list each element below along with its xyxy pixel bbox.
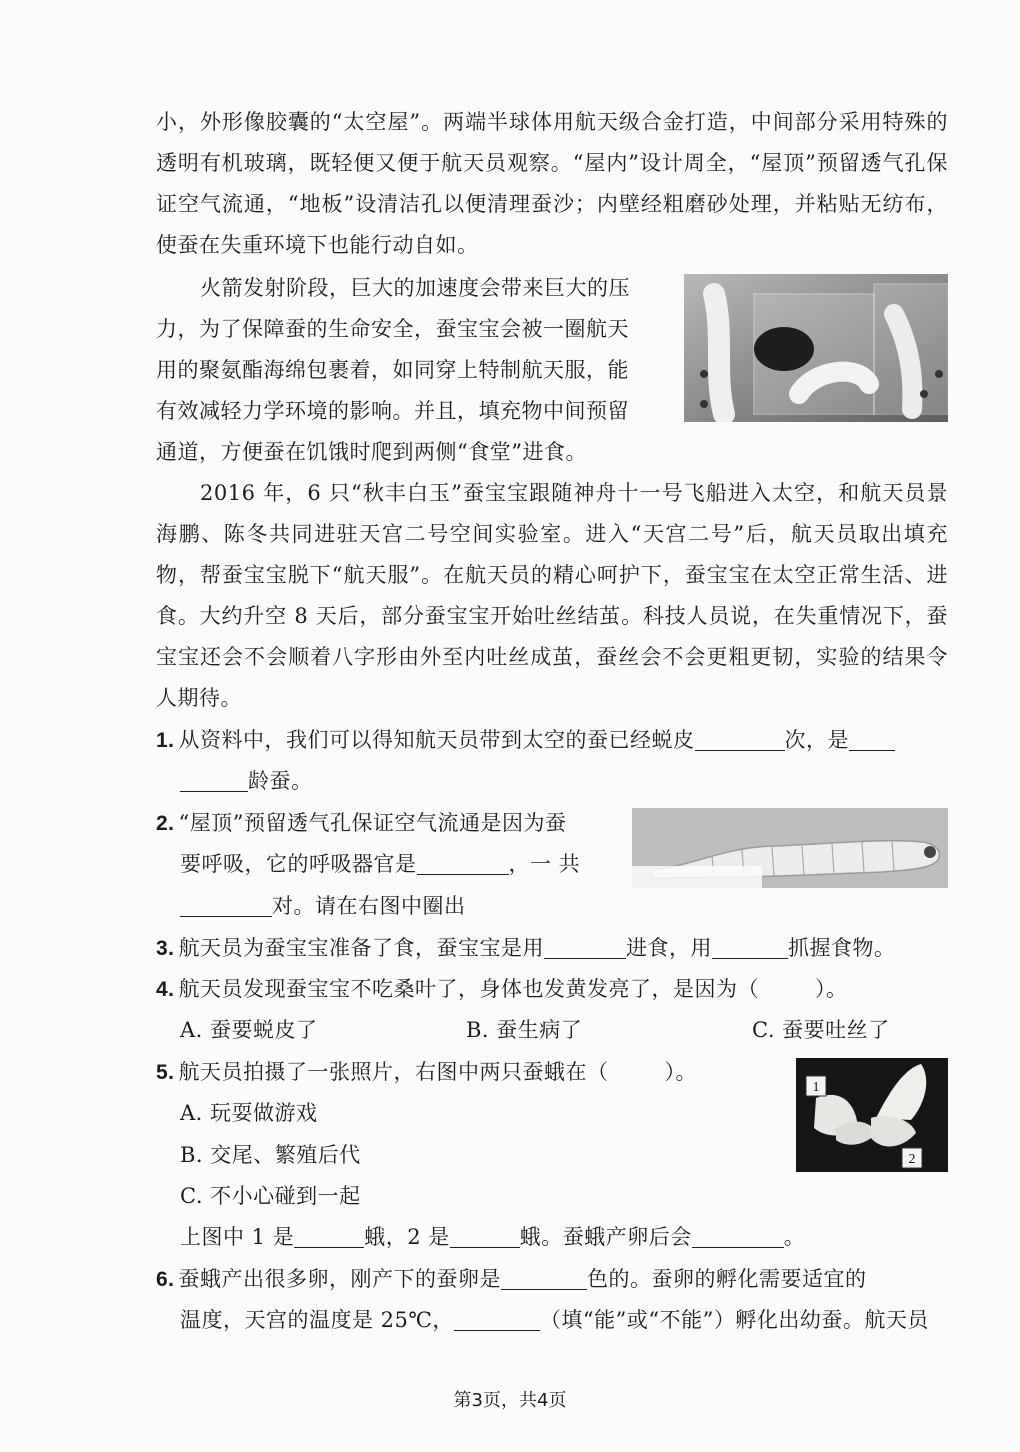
question-6 (156, 1259, 867, 1300)
moth-label-2: 2 (908, 1152, 916, 1167)
question-text: 蛾。蚕蛾产卵后会 (519, 1225, 692, 1249)
option-c: C. 蚕要吐丝了 (752, 1018, 890, 1042)
question-text: （填“能”或“不能”）孵化出幼蚕。航天员 (539, 1308, 929, 1332)
answer-blank[interactable] (450, 1221, 520, 1248)
question-number: 4. (156, 978, 175, 1001)
question-text: 航天员拍摄了一张照片，右图中两只蚕蛾在（ (178, 1060, 609, 1084)
question-text: 对。请在右图中圈出 (272, 894, 466, 918)
answer-blank[interactable] (294, 1221, 364, 1248)
question-2-line2 (180, 844, 580, 885)
question-text: 航天员发现蚕宝宝不吃桑叶了，身体也发黄发亮了，是因为（ (178, 977, 760, 1001)
answer-blank[interactable] (849, 724, 895, 751)
question-1-cont (180, 761, 313, 802)
silkmoth-photo (796, 1058, 948, 1172)
silkworm-larva-photo (632, 808, 948, 888)
silkworm-container-photo (684, 274, 948, 422)
question-4 (156, 969, 848, 1010)
answer-blank[interactable] (712, 932, 788, 959)
question-text: ）。 (664, 1060, 698, 1084)
question-text: 进食，用 (626, 936, 713, 960)
moth-label-1: 1 (812, 1080, 820, 1095)
question-number: 6. (156, 1268, 175, 1291)
question-text: 航天员为蚕宝宝准备了食，蚕宝宝是用 (178, 936, 545, 960)
answer-blank[interactable] (180, 890, 272, 917)
question-3 (156, 928, 896, 969)
question-text: “屋顶”预留透气孔保证空气流通是因为蚕 (178, 811, 567, 835)
para2-line: 用的聚氨酯海绵包裹着，如同穿上特制航天服，能 (156, 358, 629, 382)
question-6-line2 (180, 1300, 929, 1341)
page-number: 第3页，共4页 (453, 1390, 567, 1411)
answer-blank[interactable] (501, 1263, 587, 1290)
question-text: ，一 共 (508, 852, 581, 876)
para2-line: 力，为了保障蚕的生命安全，蚕宝宝会被一圈航天 (156, 317, 629, 341)
option-c: C. 不小心碰到一起 (180, 1184, 361, 1208)
answer-blank[interactable] (544, 932, 626, 959)
question-2-line3 (180, 886, 466, 927)
question-text: 要呼吸，它的呼吸器官是 (180, 852, 417, 876)
question-2 (156, 803, 567, 844)
answer-blank[interactable] (692, 1221, 784, 1248)
option-a: A. 玩耍做游戏 (180, 1101, 318, 1125)
question-text: 蛾，2 是 (364, 1225, 450, 1249)
option-b: B. 蚕生病了 (466, 1018, 583, 1042)
para2-line: 通道，方便蚕在饥饿时爬到两侧“食堂”进食。 (156, 440, 587, 464)
question-1 (156, 720, 895, 761)
question-text: ）。 (815, 977, 848, 1001)
passage-paragraph-1: 小，外形像胶囊的“太空屋”。两端半球体用航天级合金打造，中间部分采用特殊的透明有机玻璃，既轻便又便于航天员观察。“屋内”设计周全，“屋顶”预留透气孔保证空气流通，“地板”设清洁孔以便清理蚕沙；内壁经粗磨砂处理，并粘贴无纺布，使蚕在失重环境下也能行动自如。 (156, 110, 948, 257)
para2-line: 火箭发射阶段，巨大的加速度会带来巨大的压 (200, 276, 630, 300)
question-text: 。 (783, 1225, 806, 1249)
question-text: 色的。蚕卵的孵化需要适宜的 (587, 1267, 867, 1291)
question-text: 温度，天宫的温度是 25℃， (180, 1308, 454, 1332)
answer-blank[interactable] (695, 724, 785, 751)
question-text: 龄蚕。 (248, 769, 313, 793)
option-a: A. 蚕要蜕皮了 (180, 1018, 318, 1042)
question-text: 从资料中，我们可以得知航天员带到太空的蚕已经蜕皮 (178, 728, 695, 752)
question-5 (156, 1052, 697, 1093)
para2-line: 有效减轻力学环境的影响。并且，填充物中间预留 (156, 399, 629, 423)
question-number: 1. (156, 729, 175, 752)
question-text: 上图中 1 是 (180, 1225, 295, 1249)
question-text: 抓握食物。 (788, 936, 896, 960)
question-5-fill (180, 1217, 805, 1258)
question-text: 次，是 (784, 728, 850, 752)
question-number: 3. (156, 937, 175, 960)
option-b: B. 交尾、繁殖后代 (180, 1143, 361, 1167)
question-number: 5. (156, 1061, 175, 1084)
question-number: 2. (156, 812, 175, 835)
answer-blank[interactable] (180, 765, 248, 792)
passage-paragraph-3: 2016 年，6 只“秋丰白玉”蚕宝宝跟随神舟十一号飞船进入太空，和航天员景海鹏、陈冬共同进驻天宫二号空间实验室。进入“天宫二号”后，航天员取出填充物，帮蚕宝宝脱下“航天服”。在航天员的精心呵护下，蚕宝宝在太空正常生活、进食。大约升空 8 天后，部分蚕宝宝开始吐丝结茧。科技人员说，在失重情况下，蚕宝宝还会不会顺着八字形由外至内吐丝成茧，蚕丝会不会更粗更韧，实验的结果令人期待。 (156, 481, 948, 710)
question-text: 蚕蛾产出很多卵，刚产下的蚕卵是 (178, 1267, 502, 1291)
answer-blank[interactable] (417, 848, 509, 875)
answer-blank[interactable] (454, 1304, 540, 1331)
